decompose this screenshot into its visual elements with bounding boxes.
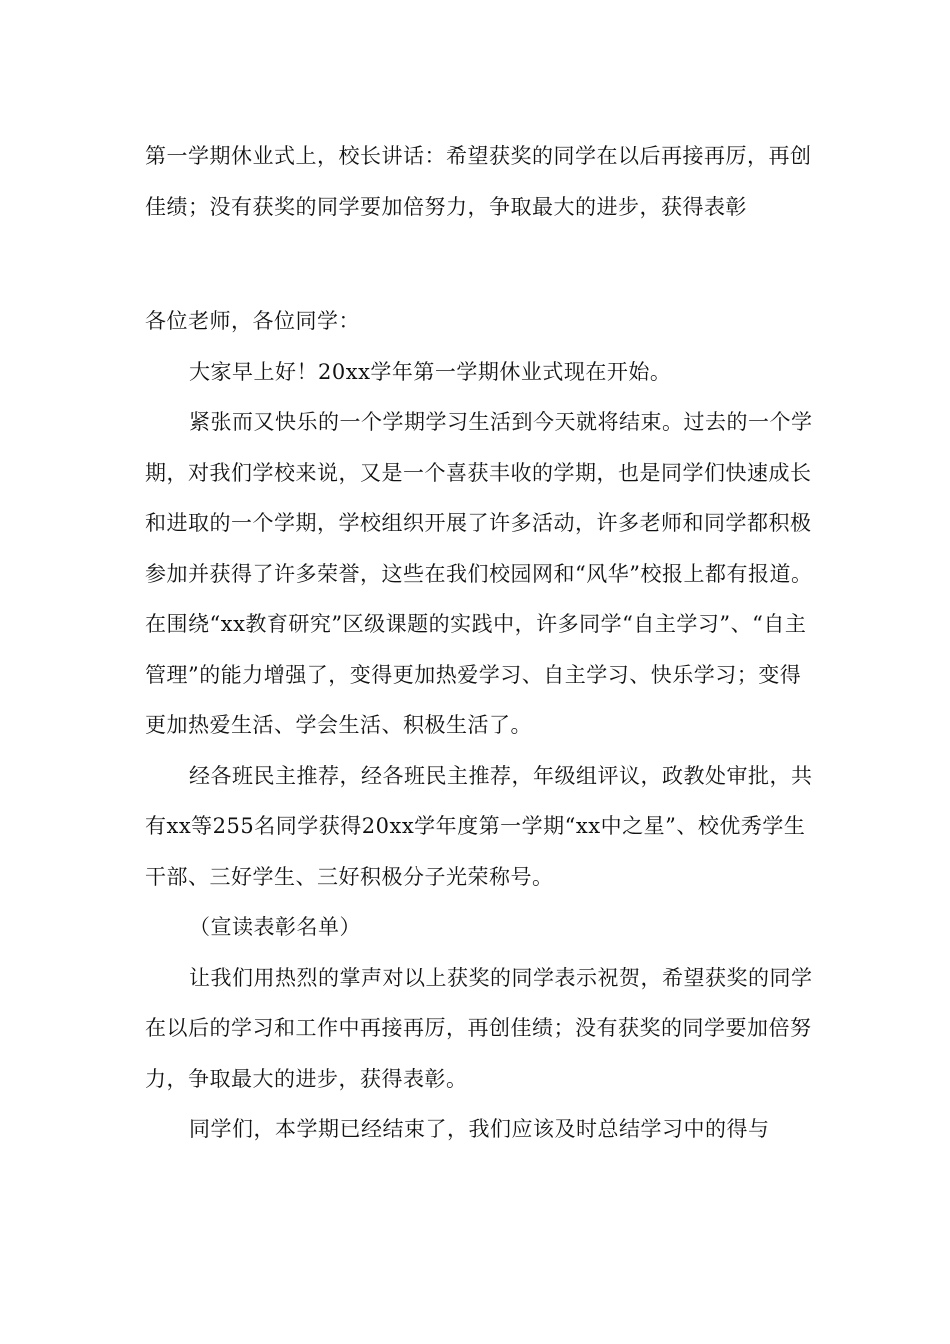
- paragraph-closing: 同学们，本学期已经结束了，我们应该及时总结学习中的得与: [189, 1117, 770, 1141]
- spacer: [145, 232, 817, 296]
- paragraph-read-list: （宣读表彰名单）: [189, 915, 361, 939]
- paragraph-semester-review: 紧张而又快乐的一个学期学习生活到今天就将结束。过去的一个学期，对我们学校来说，又是一个喜获丰收的学期，也是同学们快速成长和进取的一个学期，学校组织开展了许多活动，许多老师和同学都积极参加并获得了许多荣誉，这些在我们校园网和“风华”校报上都有报道。在围绕“xx教育研究”区级课题的实践中，许多同学“自主学习”、“自主管理”的能力增强了，变得更加热爱学习、自主学习、快乐学习；变得更加热爱生活、学会生活、积极生活了。: [145, 410, 813, 737]
- salutation: 各位老师，各位同学：: [145, 309, 360, 333]
- paragraph-congratulations: 让我们用热烈的掌声对以上获奖的同学表示祝贺，希望获奖的同学在以后的学习和工作中再接再厉，再创佳绩；没有获奖的同学要加倍努力，争取最大的进步，获得表彰。: [145, 965, 813, 1091]
- paragraph-awards: 经各班民主推荐，经各班民主推荐，年级组评议，政教处审批，共有xx等255名同学获得20xx学年度第一学期“xx中之星”、校优秀学生干部、三好学生、三好积极分子光荣称号。: [145, 763, 813, 889]
- document-title: 第一学期休业式上，校长讲话：希望获奖的同学在以后再接再厉，再创佳绩；没有获奖的同学要加倍努力，争取最大的进步，获得表彰: [145, 144, 812, 219]
- document-body: [145, 131, 817, 1155]
- paragraph-greeting: 大家早上好！20xx学年第一学期休业式现在开始。: [189, 359, 672, 384]
